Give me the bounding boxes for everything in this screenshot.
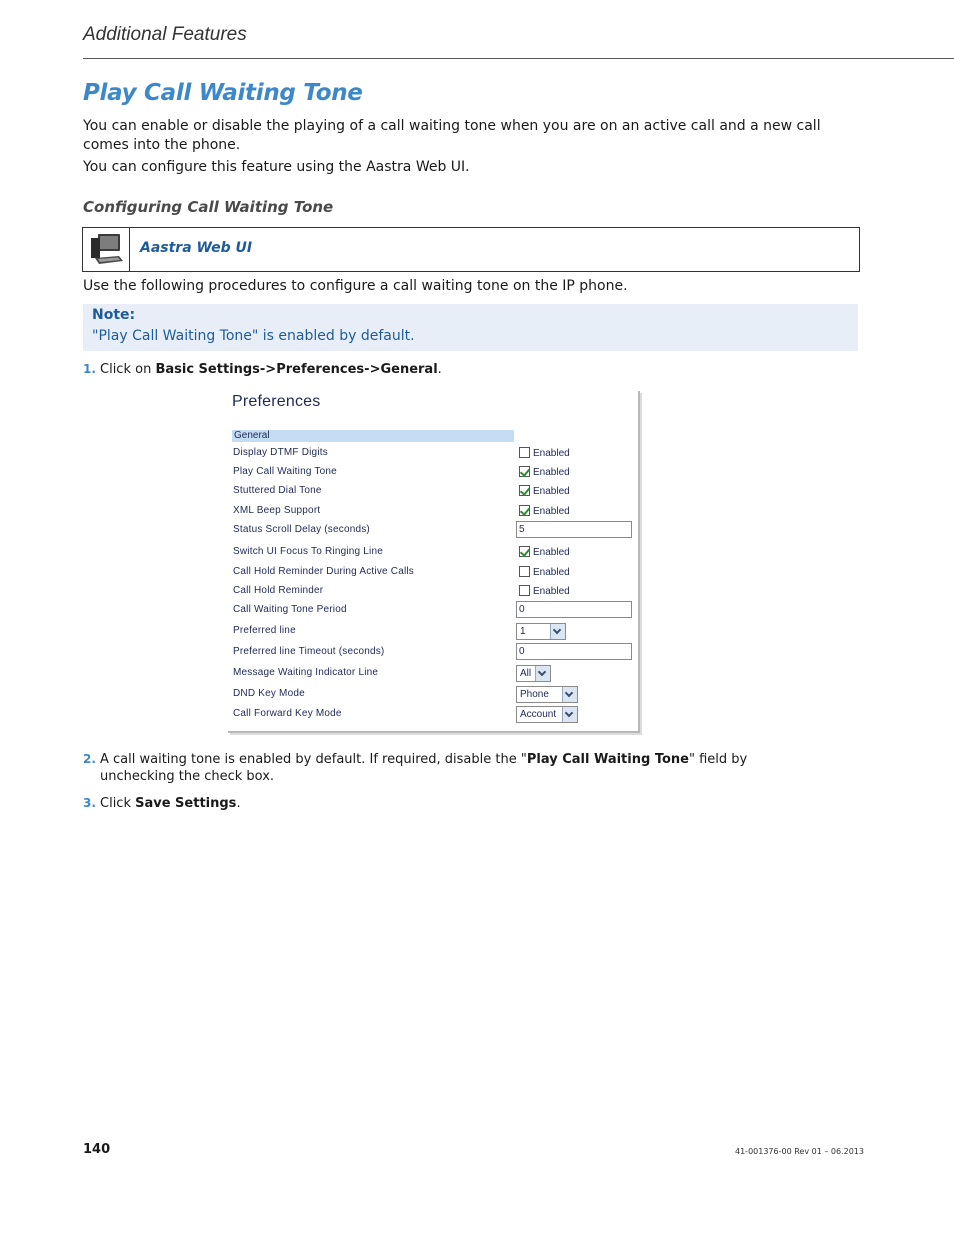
preference-label: Call Forward Key Mode [233, 708, 342, 719]
dropdown-select[interactable] [516, 706, 578, 723]
text-input[interactable]: 0 [516, 643, 632, 660]
computer-icon [89, 232, 125, 266]
enabled-checkbox[interactable] [519, 546, 530, 557]
document-id: 41-001376-00 Rev 01 – 06.2013 [735, 1147, 864, 1156]
step-number: 3. [83, 796, 96, 810]
intro-paragraph: You can enable or disable the playing of a call waiting tone when you are on an active call and a new call comes into the phone. [83, 118, 821, 153]
preference-label: Display DTMF Digits [233, 447, 328, 458]
preference-label: Play Call Waiting Tone [233, 466, 337, 477]
preferences-panel [228, 391, 640, 733]
config-paragraph: You can configure this feature using the Aastra Web UI. [83, 159, 470, 175]
step-text-post: . [236, 796, 241, 811]
preference-row [228, 447, 638, 467]
webui-label: Aastra Web UI [140, 240, 253, 256]
dropdown-select[interactable] [516, 623, 566, 640]
page-number: 140 [83, 1142, 111, 1157]
checkbox-label: Enabled [533, 467, 570, 478]
subsection-title: Configuring Call Waiting Tone [83, 198, 334, 216]
preference-label: Call Waiting Tone Period [233, 604, 347, 615]
step-text-post: " field by unchecking the check box. [100, 752, 748, 784]
preference-label: DND Key Mode [233, 688, 305, 699]
step-text-bold: Basic Settings->Preferences->General [155, 362, 438, 377]
preference-row [228, 667, 638, 687]
note-box [83, 304, 858, 351]
enabled-checkbox[interactable] [519, 447, 530, 458]
enabled-checkbox[interactable] [519, 485, 530, 496]
preference-label: Status Scroll Delay (seconds) [233, 524, 370, 535]
step-text-pre: Click [100, 796, 136, 811]
enabled-checkbox[interactable] [519, 505, 530, 516]
preference-row [228, 646, 638, 666]
checkbox-label: Enabled [533, 586, 570, 597]
enabled-checkbox[interactable] [519, 566, 530, 577]
preference-row [228, 466, 638, 486]
preference-row [228, 625, 638, 645]
note-title: Note: [92, 307, 136, 323]
header-rule [83, 58, 954, 59]
section-title: Play Call Waiting Tone [83, 80, 363, 106]
preference-row [228, 708, 638, 728]
step-number: 1. [83, 362, 96, 376]
enabled-checkbox[interactable] [519, 585, 530, 596]
preference-label: Stuttered Dial Tone [233, 485, 322, 496]
dropdown-value: Account [520, 709, 557, 720]
preference-label: XML Beep Support [233, 505, 321, 516]
preference-row [228, 546, 638, 566]
procedure-intro: Use the following procedures to configure a call waiting tone on the IP phone. [83, 278, 628, 294]
step-text-bold: Play Call Waiting Tone [526, 752, 689, 767]
preference-row [228, 604, 638, 624]
preference-label: Call Hold Reminder During Active Calls [233, 566, 414, 577]
chevron-down-icon[interactable] [550, 624, 565, 639]
checkbox-label: Enabled [533, 567, 570, 578]
dropdown-select[interactable] [516, 686, 578, 703]
preference-row [228, 688, 638, 708]
step-text [100, 795, 241, 812]
dropdown-value: All [520, 668, 532, 679]
chevron-down-icon[interactable] [562, 707, 577, 722]
preference-row [228, 566, 638, 586]
running-header: Additional Features [83, 24, 247, 45]
checkbox-label: Enabled [533, 486, 570, 497]
webui-banner [82, 227, 860, 272]
step-2 [0, 751, 954, 787]
checkbox-label: Enabled [533, 448, 570, 459]
chevron-down-icon[interactable] [535, 666, 550, 681]
step-text-pre: Click on [100, 362, 156, 377]
dropdown-value: Phone [520, 689, 549, 700]
step-text-bold: Save Settings [135, 796, 237, 811]
step-text [100, 361, 442, 378]
dropdown-select[interactable] [516, 665, 551, 682]
step-1 [0, 361, 954, 379]
enabled-checkbox[interactable] [519, 466, 530, 477]
webui-divider [129, 228, 130, 271]
preference-row [228, 485, 638, 505]
checkbox-label: Enabled [533, 506, 570, 517]
preference-label: Switch UI Focus To Ringing Line [233, 546, 383, 557]
note-text: "Play Call Waiting Tone" is enabled by default. [92, 328, 415, 344]
step-text [100, 751, 765, 785]
checkbox-label: Enabled [533, 547, 570, 558]
step-number: 2. [83, 752, 96, 766]
step-3 [0, 795, 954, 813]
dropdown-value: 1 [520, 626, 526, 637]
text-input[interactable]: 0 [516, 601, 632, 618]
preferences-section-general: General [232, 430, 514, 442]
preference-label: Message Waiting Indicator Line [233, 667, 379, 678]
step-text-pre: A call waiting tone is enabled by default. If required, disable the " [100, 752, 527, 767]
text-input[interactable]: 5 [516, 521, 632, 538]
preference-row [228, 524, 638, 544]
preference-label: Call Hold Reminder [233, 585, 324, 596]
preference-label: Preferred line Timeout (seconds) [233, 646, 385, 657]
chevron-down-icon[interactable] [562, 687, 577, 702]
step-text-post: . [437, 362, 442, 377]
preferences-title: Preferences [232, 393, 321, 410]
preference-label: Preferred line [233, 625, 296, 636]
